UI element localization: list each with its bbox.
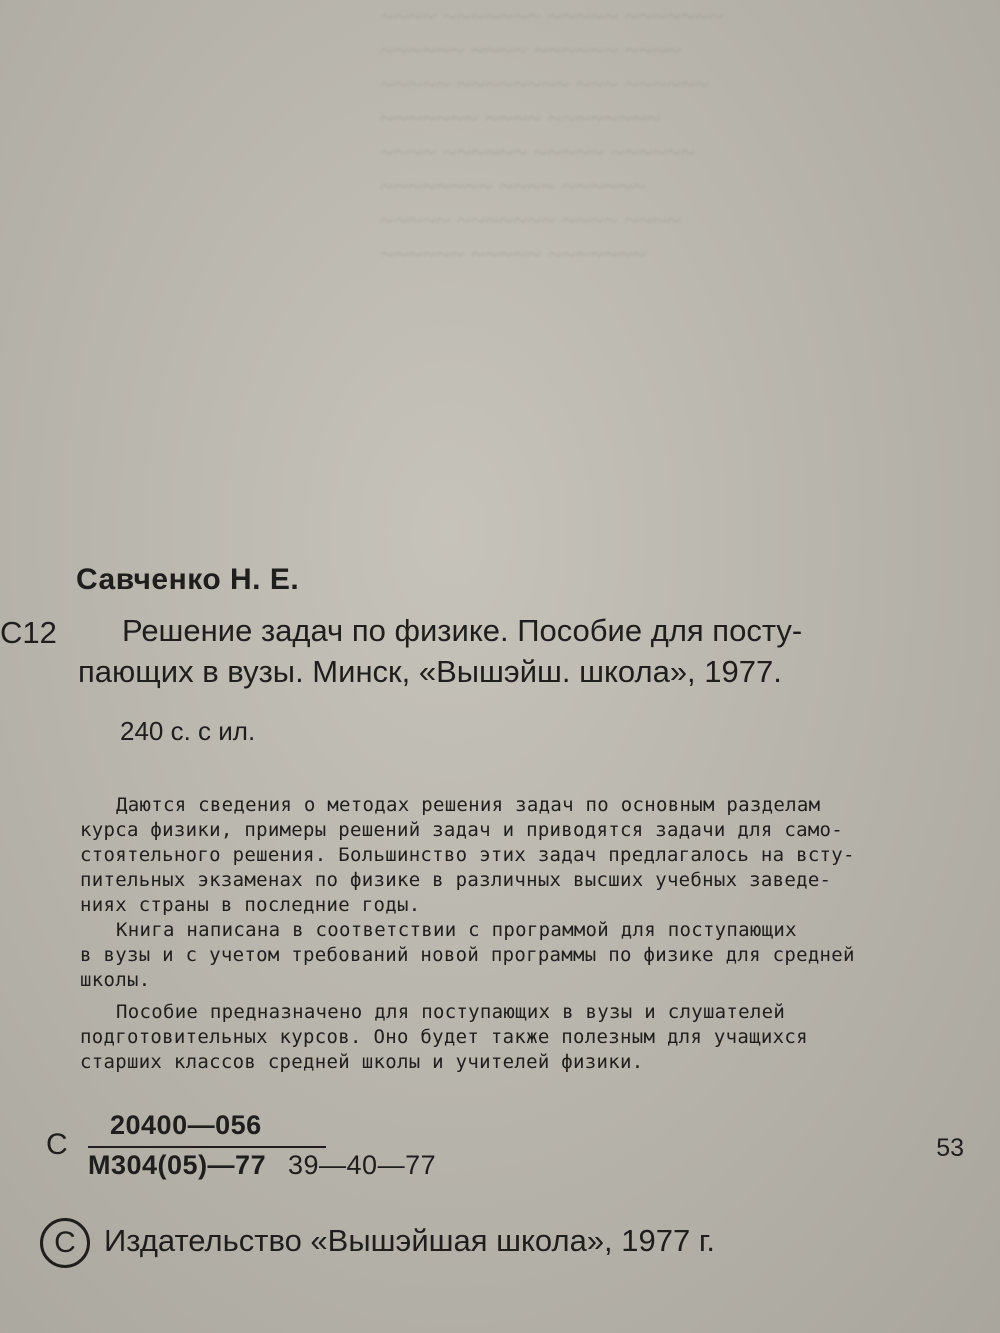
udc-index: С12 (0, 615, 57, 650)
annotation-line: Пособие предназначено для поступающих в вузы и слушателей (116, 1001, 786, 1023)
copyright-icon: C (40, 1218, 90, 1268)
annotation-line: в вузы и с учетом требований новой программы по физике для средней (80, 944, 855, 966)
annotation-line: стоятельного решения. Большинство этих задач предлагалось на всту- (80, 844, 855, 866)
title-line-2: пающих в вузы. Минск, «Вышэйш. школа», 1977. (78, 654, 782, 689)
classification-denominator: М304(05)—77 (88, 1150, 267, 1180)
classification-numerator: 20400—056 (110, 1110, 262, 1140)
classification-code: 39—40—77 (288, 1150, 437, 1180)
classification-block (46, 1108, 966, 1188)
author-name: Савченко Н. Е. (76, 563, 300, 596)
annotation-line: курса физики, примеры решений задач и приводятся задачи для само- (80, 819, 844, 841)
annotation-line: Книга написана в соответствии с программой для поступающих (116, 919, 797, 941)
fraction-bar (88, 1146, 326, 1148)
class-number: 53 (936, 1134, 964, 1162)
copyright-line (40, 1218, 715, 1268)
title-line-1: Решение задач по физике. Пособие для посту- (122, 613, 803, 648)
annotation-line: подготовительных курсов. Оно будет также полезным для учащихся (80, 1026, 808, 1048)
annotation-line: школы. (80, 969, 151, 991)
classification-letter: С (46, 1128, 68, 1161)
annotation-line: Даются сведения о методах решения задач по основным разделам (116, 794, 821, 816)
annotation-line: пительных экзаменах по физике в различных высших учебных заведе- (80, 869, 832, 891)
page-count: 240 с. с ил. (120, 716, 256, 746)
annotation-line: ниях страны в последние годы. (80, 894, 421, 916)
show-through-text: ~~~~ ~~~~~~~ ~~~~~ ~~~~~~~ ~~~~~~ ~~~~ ~~~~~~ ~~~~ ~~~~~ ~~~~~~~~ ~~~ ~~~~~~ ~~~~~~~ ~~~~ ~~~~~~~~ ~~~~ ~~~~~~ ~~~~~ ~~~~~~ ~~~~~~~~ ~~~~ ~~~~~~ ~~~~~ ~~~~~~~ ~~~~ ~~~~ ~~~~~~ ~~~~~ ~~~~~~~ (380, 2, 724, 269)
annotation-line: старших классов средней школы и учителей физики. (80, 1051, 644, 1073)
copyright-text: Издательство «Вышэйшая школа», 1977 г. (104, 1223, 715, 1259)
